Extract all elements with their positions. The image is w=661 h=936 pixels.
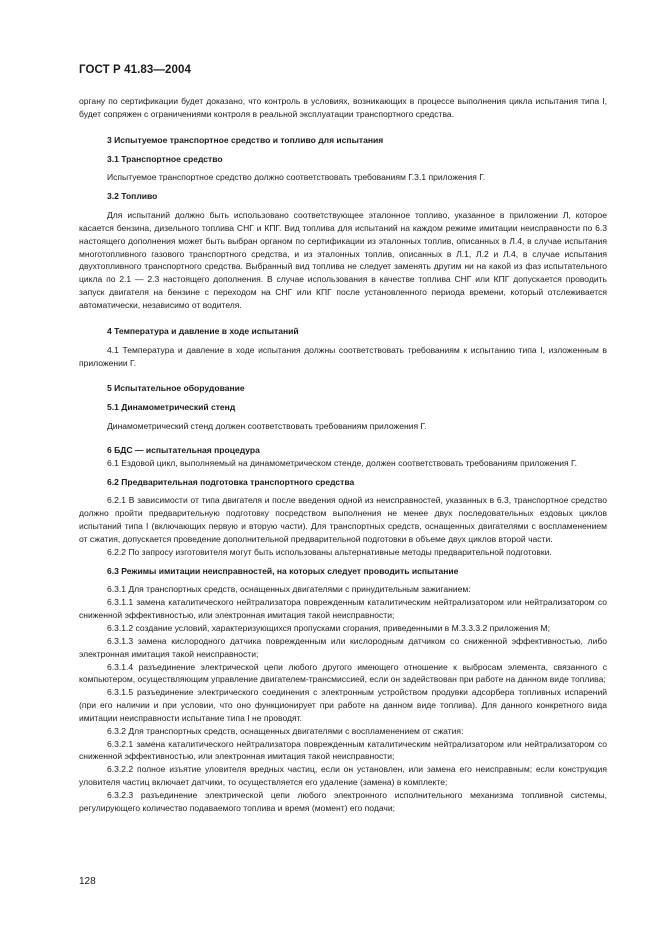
section-heading: 6 БДС — испытательная процедура: [107, 444, 260, 455]
section-heading: 5 Испытательное оборудование: [107, 383, 245, 394]
list-item: 6.3.1.2 создание условий, характеризующихся пропусками сгорания, приведенными в М.3.3.3.2 приложения М;: [107, 623, 550, 633]
subsection-heading: 6.2 Предварительная подготовка транспортного средства: [107, 476, 355, 487]
body-paragraph: органу по сертификации будет доказано, что контроль в условиях, возникающих в процессе выполнения цикла испытания типа I, будет сопряжен с ограничениями контроля в реальной эксплуатации транспортного средства.: [79, 96, 607, 119]
list-item: 6.3.1 Для транспортных средств, оснащенных двигателями с принудительным зажиганием:: [107, 584, 471, 595]
body-paragraph: 6.1 Ездовой цикл, выполняемый на динамометрическом стенде, должен соответствовать требованиям приложения Г.: [107, 457, 577, 468]
list-item: 6.3.1.5 разъединение электрического соединения с электронным устройством продувки адсорбера топливных испарений (при его наличии и при условии, что оно функционирует при работе на данном виде топлива). Для данного конкретного вида имитации неисправности испытание типа I не проводят.: [79, 687, 607, 723]
section-heading: 4 Температура и давление в ходе испытаний: [107, 325, 299, 336]
page-header-title: ГОСТ Р 41.83—2004: [79, 64, 191, 76]
list-item: 6.3.2 Для транспортных средств, оснащенных двигателями с воспламенением от сжатия:: [107, 725, 464, 736]
list-item: 6.3.1.3 замена кислородного датчика поврежденным или кислородным датчиком со сниженной эффективностью, либо электронная имитация такой неисправности;: [79, 635, 607, 659]
body-paragraph: 6.2.2 По запросу изготовителя могут быть использованы альтернативные методы предварительной подготовки.: [107, 546, 552, 557]
list-item: 6.3.1.1 замена каталитического нейтрализатора поврежденным каталитическим нейтрализатором или нейтрализатором со сниженной эффективностью, или электронная имитация такой неисправности;: [79, 597, 607, 621]
body-paragraph: Для испытаний должно быть использовано соответствующее эталонное топливо, указанное в приложении Л, которое касается бензина, дизельного топлива СНГ и КПГ. Вид топлива для испытаний на каждом режиме имитации неисправности по 6.3 настоящего дополнения может быть выбран органом по сертификации из эталонных топлив, описанных в Л.4, в случае испытания многотопливного газового транспортного средства, и из эталонных топлив, описанных в Л.1, Л.2 и Л.4, в случае испытания двухтопливного транспортного средства. Выбранный вид топлива не следует заменять другим ни на какой из фаз испытательного цикла по 2.1 — 2.3 настоящего дополнения. В случае использования в качестве топлива СНГ или КПГ допускается проводить запуск двигателя на бензине с переходом на СНГ или КПГ после установленного периода времени, который отслеживается автоматически, независимо от водителя.: [79, 210, 607, 310]
subsection-heading: 3.2 Топливо: [107, 191, 158, 202]
list-item: 6.3.2.2 полное изъятие уловителя вредных частиц, если он установлен, или замена его неисправным; если конструкция уловителя частиц включает датчики, то осуществляется его удаление (замена) в комплекте;: [79, 764, 607, 788]
body-paragraph: Испытуемое транспортное средство должно соответствовать требованиям Г.3.1 приложения Г.: [107, 172, 486, 183]
subsection-heading: 3.1 Транспортное средство: [107, 153, 223, 164]
body-paragraph: Динамометрический стенд должен соответствовать требованиям приложения Г.: [107, 421, 427, 432]
subsection-heading: 5.1 Динамометрический стенд: [107, 402, 236, 413]
list-item: 6.3.2.3 разъединение электрической цепи любого электронного исполнительного механизма топливной системы, регулирующего количество подаваемого топлива и время (момент) его подачи;: [79, 789, 607, 813]
list-item: 6.3.2.1 замена каталитического нейтрализатора поврежденным каталитическим нейтрализатором или нейтрализатором со сниженной эффективностью, или электронная имитация такой неисправности;: [79, 738, 607, 762]
page-number: 128: [79, 876, 96, 887]
section-heading: 3 Испытуемое транспортное средство и топливо для испытания: [107, 134, 384, 145]
body-paragraph: 6.2.1 В зависимости от типа двигателя и после введения одной из неисправностей, указанных в 6.3, транспортное средство должно пройти предварительную подготовку посредством выполнения не менее двух последовательных ездовых циклов испытаний типа I (включающих первую и вторую части). Для транспортных средств, оснащенных двигателями с воспламенением от сжатия, допускается проведение дополнительной предварительной подготовки в объеме двух циклов второй части.: [79, 495, 607, 544]
document-body: [79, 95, 607, 815]
list-item: 6.3.1.4 разъединение электрической цепи любого другого имеющего отношение к выбросам элемента, связанного с компьютером, осуществляющим управление двигателем-трансмиссией, если он задействован при работе на данном виде топлива;: [79, 661, 607, 685]
body-paragraph: 4.1 Температура и давление в ходе испытания должны соответствовать требованиям к испытанию типа I, изложенным в приложении Г.: [79, 344, 607, 368]
subsection-heading: 6.3 Режимы имитации неисправностей, на которых следует проводить испытание: [107, 565, 459, 576]
